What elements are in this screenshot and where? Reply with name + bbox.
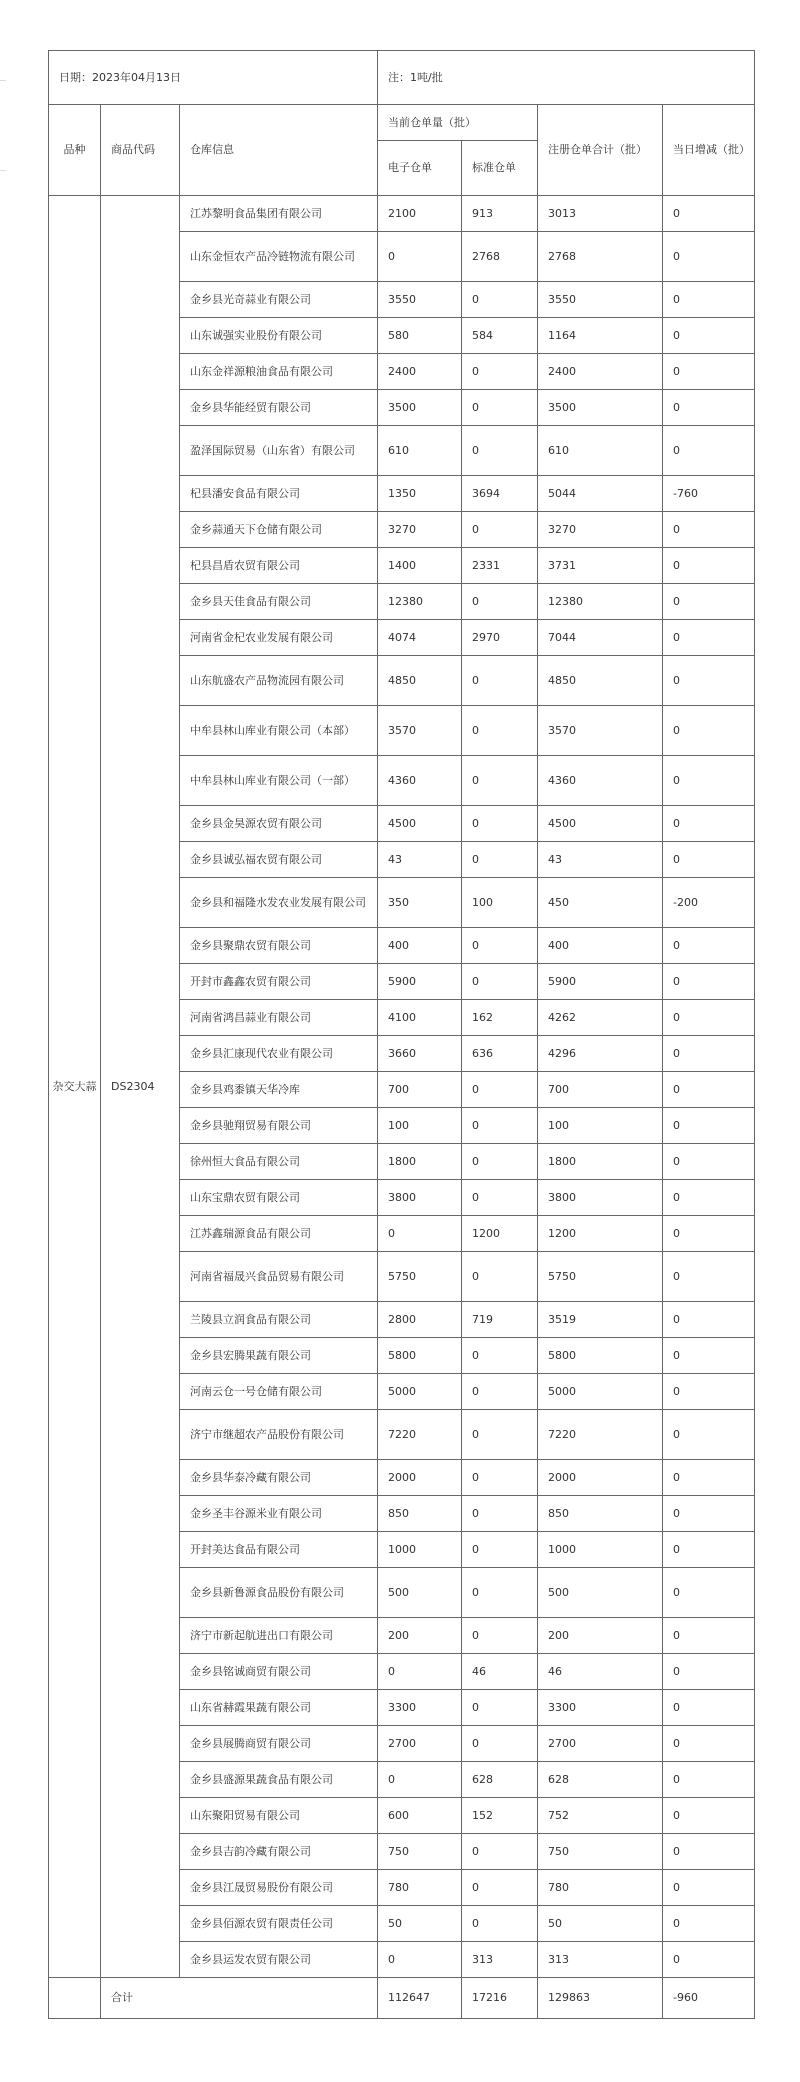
- registered-total-cell: 628: [538, 1762, 663, 1798]
- registered-total-cell: 43: [538, 842, 663, 878]
- daily-change-cell: 0: [663, 1870, 755, 1906]
- electronic-cell: 1350: [378, 476, 462, 512]
- electronic-cell: 3500: [378, 390, 462, 426]
- warehouse-name-cell: 金乡县金昊源农贸有限公司: [180, 806, 378, 842]
- registered-total-cell: 4296: [538, 1036, 663, 1072]
- standard-cell: 0: [462, 706, 538, 756]
- warehouse-name-cell: 金乡县盛源果蔬食品有限公司: [180, 1762, 378, 1798]
- electronic-cell: 0: [378, 1762, 462, 1798]
- daily-change-cell: 0: [663, 1942, 755, 1978]
- daily-change-cell: 0: [663, 928, 755, 964]
- registered-total-cell: 100: [538, 1108, 663, 1144]
- electronic-cell: 4360: [378, 756, 462, 806]
- registered-total-cell: 313: [538, 1942, 663, 1978]
- col-electronic: 电子仓单: [378, 141, 462, 196]
- standard-cell: 162: [462, 1000, 538, 1036]
- electronic-cell: 700: [378, 1072, 462, 1108]
- electronic-cell: 4500: [378, 806, 462, 842]
- standard-cell: 0: [462, 1870, 538, 1906]
- standard-cell: 0: [462, 806, 538, 842]
- daily-change-cell: 0: [663, 1302, 755, 1338]
- daily-change-cell: 0: [663, 390, 755, 426]
- standard-cell: 0: [462, 656, 538, 706]
- registered-total-cell: 752: [538, 1798, 663, 1834]
- daily-change-cell: 0: [663, 656, 755, 706]
- daily-change-cell: -200: [663, 878, 755, 928]
- daily-change-cell: 0: [663, 196, 755, 232]
- registered-total-cell: 3800: [538, 1180, 663, 1216]
- warehouse-name-cell: 杞县昌盾农贸有限公司: [180, 548, 378, 584]
- standard-cell: 0: [462, 282, 538, 318]
- standard-cell: 0: [462, 756, 538, 806]
- electronic-cell: 600: [378, 1798, 462, 1834]
- col-current-group: 当前仓单量（批）: [378, 105, 538, 141]
- warehouse-name-cell: 中牟县林山库业有限公司（本部）: [180, 706, 378, 756]
- daily-change-cell: 0: [663, 1532, 755, 1568]
- daily-change-cell: 0: [663, 1252, 755, 1302]
- warehouse-name-cell: 金乡县和福隆水发农业发展有限公司: [180, 878, 378, 928]
- electronic-cell: 5000: [378, 1374, 462, 1410]
- warehouse-name-cell: 济宁市新起航进出口有限公司: [180, 1618, 378, 1654]
- warehouse-name-cell: 济宁市继超农产品股份有限公司: [180, 1410, 378, 1460]
- standard-cell: 0: [462, 1072, 538, 1108]
- warehouse-name-cell: 山东金祥源粮油食品有限公司: [180, 354, 378, 390]
- warehouse-name-cell: 金乡蒜通天下仓储有限公司: [180, 512, 378, 548]
- warehouse-name-cell: 金乡县新鲁源食品股份有限公司: [180, 1568, 378, 1618]
- registered-total-cell: 200: [538, 1618, 663, 1654]
- report-date: 日期：2023年04月13日: [49, 51, 378, 105]
- registered-total-cell: 46: [538, 1654, 663, 1690]
- registered-total-cell: 1164: [538, 318, 663, 354]
- standard-cell: 0: [462, 1834, 538, 1870]
- daily-change-cell: 0: [663, 584, 755, 620]
- warehouse-name-cell: 河南云仓一号仓储有限公司: [180, 1374, 378, 1410]
- daily-change-cell: 0: [663, 1568, 755, 1618]
- registered-total-cell: 12380: [538, 584, 663, 620]
- edge-mark: [0, 80, 6, 81]
- standard-cell: 0: [462, 390, 538, 426]
- electronic-cell: 500: [378, 1568, 462, 1618]
- registered-total-cell: 780: [538, 1870, 663, 1906]
- warehouse-receipt-report: [48, 50, 754, 2019]
- electronic-cell: 4850: [378, 656, 462, 706]
- col-standard: 标准仓单: [462, 141, 538, 196]
- standard-cell: 0: [462, 1410, 538, 1460]
- electronic-cell: 5750: [378, 1252, 462, 1302]
- standard-cell: 0: [462, 1180, 538, 1216]
- standard-cell: 0: [462, 1618, 538, 1654]
- total-d-cell: -960: [663, 1978, 755, 2019]
- daily-change-cell: 0: [663, 1072, 755, 1108]
- daily-change-cell: 0: [663, 1690, 755, 1726]
- electronic-cell: 5900: [378, 964, 462, 1000]
- warehouse-name-cell: 杞县潘安食品有限公司: [180, 476, 378, 512]
- table-row: [49, 196, 755, 232]
- registered-total-cell: 1000: [538, 1532, 663, 1568]
- warehouse-name-cell: 金乡县聚鼎农贸有限公司: [180, 928, 378, 964]
- standard-cell: 0: [462, 512, 538, 548]
- daily-change-cell: 0: [663, 964, 755, 1000]
- electronic-cell: 3550: [378, 282, 462, 318]
- standard-cell: 636: [462, 1036, 538, 1072]
- standard-cell: 46: [462, 1654, 538, 1690]
- standard-cell: 0: [462, 1690, 538, 1726]
- daily-change-cell: 0: [663, 842, 755, 878]
- warehouse-name-cell: 金乡县华泰冷藏有限公司: [180, 1460, 378, 1496]
- daily-change-cell: 0: [663, 1374, 755, 1410]
- total-blank-cell: [49, 1978, 101, 2019]
- total-t-cell: 129863: [538, 1978, 663, 2019]
- daily-change-cell: 0: [663, 706, 755, 756]
- daily-change-cell: 0: [663, 620, 755, 656]
- code-cell: DS2304: [101, 196, 180, 1978]
- daily-change-cell: 0: [663, 756, 755, 806]
- standard-cell: 2768: [462, 232, 538, 282]
- daily-change-cell: 0: [663, 548, 755, 584]
- warehouse-name-cell: 金乡县华能经贸有限公司: [180, 390, 378, 426]
- total-label: 合计: [101, 1978, 378, 2019]
- standard-cell: 3694: [462, 476, 538, 512]
- electronic-cell: 0: [378, 1654, 462, 1690]
- electronic-cell: 750: [378, 1834, 462, 1870]
- registered-total-cell: 2000: [538, 1460, 663, 1496]
- registered-total-cell: 1800: [538, 1144, 663, 1180]
- electronic-cell: 400: [378, 928, 462, 964]
- standard-cell: 0: [462, 1496, 538, 1532]
- edge-mark: [0, 170, 6, 171]
- warehouse-name-cell: 金乡县汇康现代农业有限公司: [180, 1036, 378, 1072]
- registered-total-cell: 3500: [538, 390, 663, 426]
- electronic-cell: 2400: [378, 354, 462, 390]
- warehouse-name-cell: 河南省鸿昌蒜业有限公司: [180, 1000, 378, 1036]
- header-info-row: [49, 51, 755, 105]
- standard-cell: 0: [462, 584, 538, 620]
- electronic-cell: 0: [378, 1942, 462, 1978]
- total-e-cell: 112647: [378, 1978, 462, 2019]
- daily-change-cell: 0: [663, 1216, 755, 1252]
- daily-change-cell: 0: [663, 354, 755, 390]
- warehouse-name-cell: 金乡县驰翔贸易有限公司: [180, 1108, 378, 1144]
- electronic-cell: 2100: [378, 196, 462, 232]
- registered-total-cell: 5900: [538, 964, 663, 1000]
- electronic-cell: 3660: [378, 1036, 462, 1072]
- standard-cell: 0: [462, 1374, 538, 1410]
- registered-total-cell: 3300: [538, 1690, 663, 1726]
- warehouse-name-cell: 山东诚强实业股份有限公司: [180, 318, 378, 354]
- registered-total-cell: 3570: [538, 706, 663, 756]
- registered-total-cell: 2700: [538, 1726, 663, 1762]
- warehouse-name-cell: 金乡县佰源农贸有限责任公司: [180, 1906, 378, 1942]
- variety-cell: 杂交大蒜: [49, 196, 101, 1978]
- warehouse-name-cell: 金乡县展腾商贸有限公司: [180, 1726, 378, 1762]
- warehouse-name-cell: 盈泽国际贸易（山东省）有限公司: [180, 426, 378, 476]
- electronic-cell: 1000: [378, 1532, 462, 1568]
- registered-total-cell: 610: [538, 426, 663, 476]
- standard-cell: 2970: [462, 620, 538, 656]
- standard-cell: 584: [462, 318, 538, 354]
- registered-total-cell: 3013: [538, 196, 663, 232]
- registered-total-cell: 7220: [538, 1410, 663, 1460]
- warehouse-name-cell: 金乡县天佳食品有限公司: [180, 584, 378, 620]
- electronic-cell: 3570: [378, 706, 462, 756]
- standard-cell: 0: [462, 1144, 538, 1180]
- daily-change-cell: 0: [663, 512, 755, 548]
- standard-cell: 0: [462, 1906, 538, 1942]
- warehouse-name-cell: 金乡县宏腾果蔬有限公司: [180, 1338, 378, 1374]
- warehouse-name-cell: 金乡县铭诚商贸有限公司: [180, 1654, 378, 1690]
- registered-total-cell: 5000: [538, 1374, 663, 1410]
- registered-total-cell: 3550: [538, 282, 663, 318]
- electronic-cell: 200: [378, 1618, 462, 1654]
- registered-total-cell: 5800: [538, 1338, 663, 1374]
- standard-cell: 1200: [462, 1216, 538, 1252]
- registered-total-cell: 2400: [538, 354, 663, 390]
- col-code: 商品代码: [101, 105, 180, 196]
- electronic-cell: 0: [378, 232, 462, 282]
- registered-total-cell: 3519: [538, 1302, 663, 1338]
- warehouse-name-cell: 金乡县光奇蒜业有限公司: [180, 282, 378, 318]
- receipt-table: [48, 50, 755, 2019]
- daily-change-cell: 0: [663, 1496, 755, 1532]
- registered-total-cell: 7044: [538, 620, 663, 656]
- registered-total-cell: 5044: [538, 476, 663, 512]
- daily-change-cell: 0: [663, 806, 755, 842]
- daily-change-cell: 0: [663, 1108, 755, 1144]
- registered-total-cell: 3731: [538, 548, 663, 584]
- electronic-cell: 780: [378, 1870, 462, 1906]
- standard-cell: 2331: [462, 548, 538, 584]
- warehouse-name-cell: 开封市鑫鑫农贸有限公司: [180, 964, 378, 1000]
- electronic-cell: 2700: [378, 1726, 462, 1762]
- standard-cell: 0: [462, 928, 538, 964]
- warehouse-name-cell: 山东聚阳贸易有限公司: [180, 1798, 378, 1834]
- electronic-cell: 2800: [378, 1302, 462, 1338]
- daily-change-cell: 0: [663, 318, 755, 354]
- registered-total-cell: 5750: [538, 1252, 663, 1302]
- registered-total-cell: 4850: [538, 656, 663, 706]
- daily-change-cell: 0: [663, 1906, 755, 1942]
- registered-total-cell: 50: [538, 1906, 663, 1942]
- total-s-cell: 17216: [462, 1978, 538, 2019]
- warehouse-name-cell: 开封美达食品有限公司: [180, 1532, 378, 1568]
- registered-total-cell: 4360: [538, 756, 663, 806]
- warehouse-name-cell: 金乡圣丰谷源米业有限公司: [180, 1496, 378, 1532]
- electronic-cell: 7220: [378, 1410, 462, 1460]
- electronic-cell: 12380: [378, 584, 462, 620]
- daily-change-cell: 0: [663, 282, 755, 318]
- standard-cell: 628: [462, 1762, 538, 1798]
- electronic-cell: 43: [378, 842, 462, 878]
- electronic-cell: 0: [378, 1216, 462, 1252]
- daily-change-cell: 0: [663, 1338, 755, 1374]
- daily-change-cell: 0: [663, 1618, 755, 1654]
- warehouse-name-cell: 金乡县诚弘福农贸有限公司: [180, 842, 378, 878]
- warehouse-name-cell: 徐州恒大食品有限公司: [180, 1144, 378, 1180]
- warehouse-name-cell: 江苏鑫瑞源食品有限公司: [180, 1216, 378, 1252]
- warehouse-name-cell: 河南省福晟兴食品贸易有限公司: [180, 1252, 378, 1302]
- standard-cell: 100: [462, 878, 538, 928]
- daily-change-cell: 0: [663, 232, 755, 282]
- standard-cell: 0: [462, 1726, 538, 1762]
- warehouse-name-cell: 金乡县鸡黍镇天华冷库: [180, 1072, 378, 1108]
- daily-change-cell: 0: [663, 1180, 755, 1216]
- standard-cell: 0: [462, 842, 538, 878]
- registered-total-cell: 700: [538, 1072, 663, 1108]
- standard-cell: 152: [462, 1798, 538, 1834]
- standard-cell: 0: [462, 964, 538, 1000]
- daily-change-cell: 0: [663, 1036, 755, 1072]
- warehouse-name-cell: 金乡县江晟贸易股份有限公司: [180, 1870, 378, 1906]
- warehouse-name-cell: 兰陵县立润食品有限公司: [180, 1302, 378, 1338]
- electronic-cell: 350: [378, 878, 462, 928]
- electronic-cell: 100: [378, 1108, 462, 1144]
- electronic-cell: 850: [378, 1496, 462, 1532]
- warehouse-name-cell: 河南省金杞农业发展有限公司: [180, 620, 378, 656]
- registered-total-cell: 500: [538, 1568, 663, 1618]
- electronic-cell: 610: [378, 426, 462, 476]
- daily-change-cell: 0: [663, 1460, 755, 1496]
- daily-change-cell: 0: [663, 426, 755, 476]
- standard-cell: 313: [462, 1942, 538, 1978]
- registered-total-cell: 750: [538, 1834, 663, 1870]
- daily-change-cell: 0: [663, 1000, 755, 1036]
- standard-cell: 0: [462, 1108, 538, 1144]
- electronic-cell: 5800: [378, 1338, 462, 1374]
- daily-change-cell: 0: [663, 1798, 755, 1834]
- standard-cell: 0: [462, 1338, 538, 1374]
- registered-total-cell: 4262: [538, 1000, 663, 1036]
- col-registered-total: 注册仓单合计（批）: [538, 105, 663, 196]
- electronic-cell: 1800: [378, 1144, 462, 1180]
- standard-cell: 719: [462, 1302, 538, 1338]
- daily-change-cell: 0: [663, 1726, 755, 1762]
- unit-note: 注：1吨/批: [378, 51, 755, 105]
- standard-cell: 0: [462, 1460, 538, 1496]
- warehouse-name-cell: 中牟县林山库业有限公司（一部）: [180, 756, 378, 806]
- electronic-cell: 2000: [378, 1460, 462, 1496]
- daily-change-cell: 0: [663, 1654, 755, 1690]
- registered-total-cell: 450: [538, 878, 663, 928]
- standard-cell: 0: [462, 1532, 538, 1568]
- standard-cell: 913: [462, 196, 538, 232]
- total-row: [49, 1978, 755, 2019]
- registered-total-cell: 2768: [538, 232, 663, 282]
- col-warehouse: 仓库信息: [180, 105, 378, 196]
- warehouse-name-cell: 山东航盛农产品物流园有限公司: [180, 656, 378, 706]
- column-header-row: [49, 105, 755, 141]
- warehouse-name-cell: 山东金恒农产品冷链物流有限公司: [180, 232, 378, 282]
- registered-total-cell: 4500: [538, 806, 663, 842]
- warehouse-name-cell: 山东省赫霞果蔬有限公司: [180, 1690, 378, 1726]
- daily-change-cell: -760: [663, 476, 755, 512]
- registered-total-cell: 3270: [538, 512, 663, 548]
- col-daily-change: 当日增减（批）: [663, 105, 755, 196]
- electronic-cell: 50: [378, 1906, 462, 1942]
- warehouse-name-cell: 金乡县吉韵冷藏有限公司: [180, 1834, 378, 1870]
- warehouse-name-cell: 山东宝鼎农贸有限公司: [180, 1180, 378, 1216]
- daily-change-cell: 0: [663, 1410, 755, 1460]
- standard-cell: 0: [462, 1252, 538, 1302]
- daily-change-cell: 0: [663, 1834, 755, 1870]
- electronic-cell: 3800: [378, 1180, 462, 1216]
- daily-change-cell: 0: [663, 1144, 755, 1180]
- electronic-cell: 3300: [378, 1690, 462, 1726]
- col-variety: 品种: [49, 105, 101, 196]
- warehouse-name-cell: 金乡县运发农贸有限公司: [180, 1942, 378, 1978]
- electronic-cell: 1400: [378, 548, 462, 584]
- electronic-cell: 3270: [378, 512, 462, 548]
- daily-change-cell: 0: [663, 1762, 755, 1798]
- electronic-cell: 4074: [378, 620, 462, 656]
- standard-cell: 0: [462, 354, 538, 390]
- standard-cell: 0: [462, 1568, 538, 1618]
- warehouse-name-cell: 江苏黎明食品集团有限公司: [180, 196, 378, 232]
- registered-total-cell: 400: [538, 928, 663, 964]
- electronic-cell: 580: [378, 318, 462, 354]
- electronic-cell: 4100: [378, 1000, 462, 1036]
- registered-total-cell: 850: [538, 1496, 663, 1532]
- registered-total-cell: 1200: [538, 1216, 663, 1252]
- standard-cell: 0: [462, 426, 538, 476]
